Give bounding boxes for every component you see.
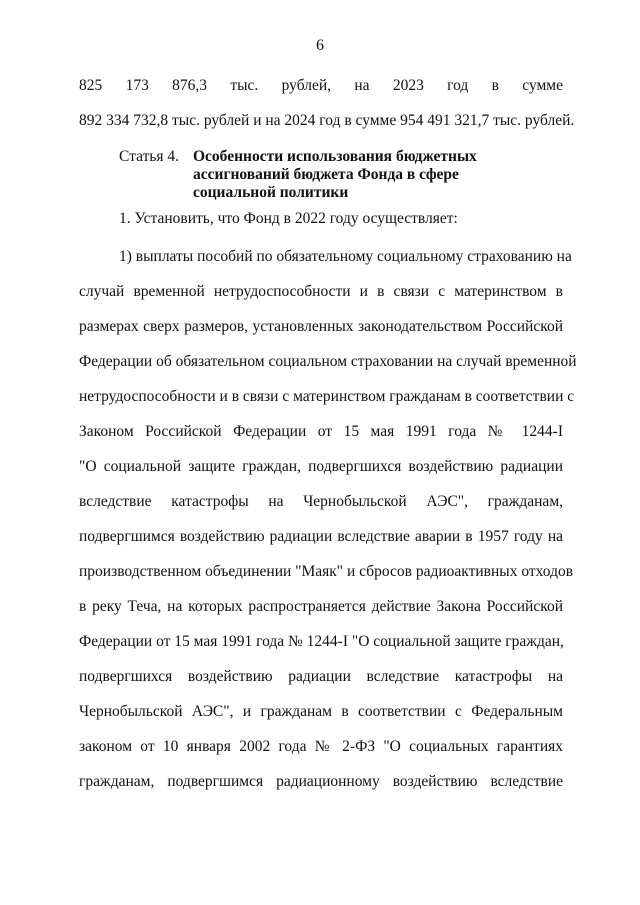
page-number: 6 [316,37,324,54]
article-number: Статья 4. [119,148,180,165]
text-line: законом от 10 января 2002 года № 2-ФЗ "О социальных гарантиях [79,738,563,755]
text-line: Федерации от 15 мая 1991 года № 1244-I "О социальной защите граждан, [79,633,564,650]
text-line: 892 334 732,8 тыс. рублей и на 2024 год в сумме 954 491 321,7 тыс. рублей. [79,112,575,129]
text-line: нетрудоспособности и в связи с материнством гражданам в соответствии с [79,388,575,405]
text-line: гражданам, подвергшимся радиационному воздействию вследствие [79,773,563,790]
text-line: подвергшимся воздействию радиации вследствие аварии в 1957 году на [79,528,563,545]
text-line: случай временной нетрудоспособности и в связи с материнством в [79,283,563,300]
text-line: 825 173 876,3 тыс. рублей, на 2023 год в сумме [79,77,563,94]
article-title: Особенности использования бюджетных ассигнований бюджета Фонда в сфере социальной политики [193,148,477,201]
text-line: 1) выплаты пособий по обязательному социальному страхованию на [119,248,572,265]
text-line: производственном объединении "Маяк" и сбросов радиоактивных отходов [79,563,574,580]
text-line: вследствие катастрофы на Чернобыльской АЭС", гражданам, [79,493,563,510]
text-line: Законом Российской Федерации от 15 мая 1991 года № 1244-I [79,423,563,440]
text-line: "О социальной защите граждан, подвергшихся воздействию радиации [79,458,563,475]
text-line: размерах сверх размеров, установленных законодательством Российской [79,318,563,335]
text-line: подвергшихся воздействию радиации вследствие катастрофы на [79,668,563,685]
text-line: Чернобыльской АЭС", и гражданам в соответствии с Федеральным [79,703,563,720]
text-line: в реку Теча, на которых распространяется действие Закона Российской [79,598,563,615]
text-line: Федерации об обязательном социальном страховании на случай временной [79,353,577,370]
paragraph-line: 1. Установить, что Фонд в 2022 году осуществляет: [119,210,458,227]
